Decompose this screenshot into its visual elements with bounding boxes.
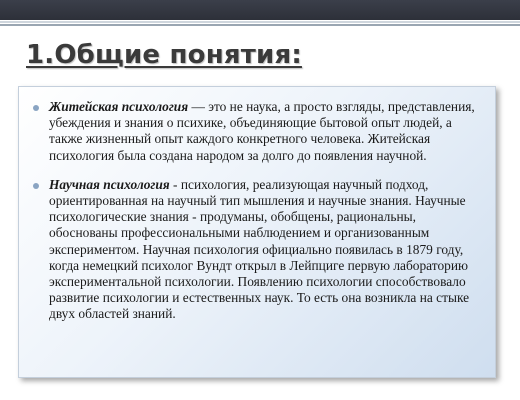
bullet-dot-icon — [33, 105, 39, 111]
accent-line-light — [0, 21, 520, 23]
content-box — [18, 86, 496, 378]
accent-lines — [0, 20, 520, 28]
bullet-item-everyday-psychology — [31, 99, 483, 164]
term-everyday-psychology: Житейская психология — [49, 99, 189, 114]
bullet-list — [31, 99, 483, 323]
title-block — [26, 40, 302, 70]
term-scientific-psychology: Научная психология — [49, 176, 170, 192]
definition-scientific-psychology: - психология, реализующая научный подход, ориентированная на научный тип мышления и научные знания. Научные психологические знания - продуманы, обобщены, рациональны, обоснованы профессиональными наблюдением и организованным экспериментом. Научная психология официально появилась в 1879 году, когда немецкий психолог Вундт открыл в Лейпциге первую лабораторию экспериментальной психологии. Появлению психологии способствовало развитие психологии и естественных наук. То есть она возникла на стыке двух областей знаний. — [49, 176, 470, 322]
slide-title: 1.Общие понятия: — [26, 40, 302, 70]
bullet-item-scientific-psychology — [31, 177, 483, 323]
definition-everyday-psychology: — это не наука, а просто взгляды, представления, убеждения и знания о психике, объединяющие бытовой опыт людей, а также жизненный опыт каждого конкретного человека. Житейская психология была создана народом за долго до появления научной. — [49, 99, 475, 163]
top-decorative-bar — [0, 0, 520, 20]
bullet-dot-icon — [33, 183, 39, 189]
accent-line-dark — [0, 24, 520, 26]
